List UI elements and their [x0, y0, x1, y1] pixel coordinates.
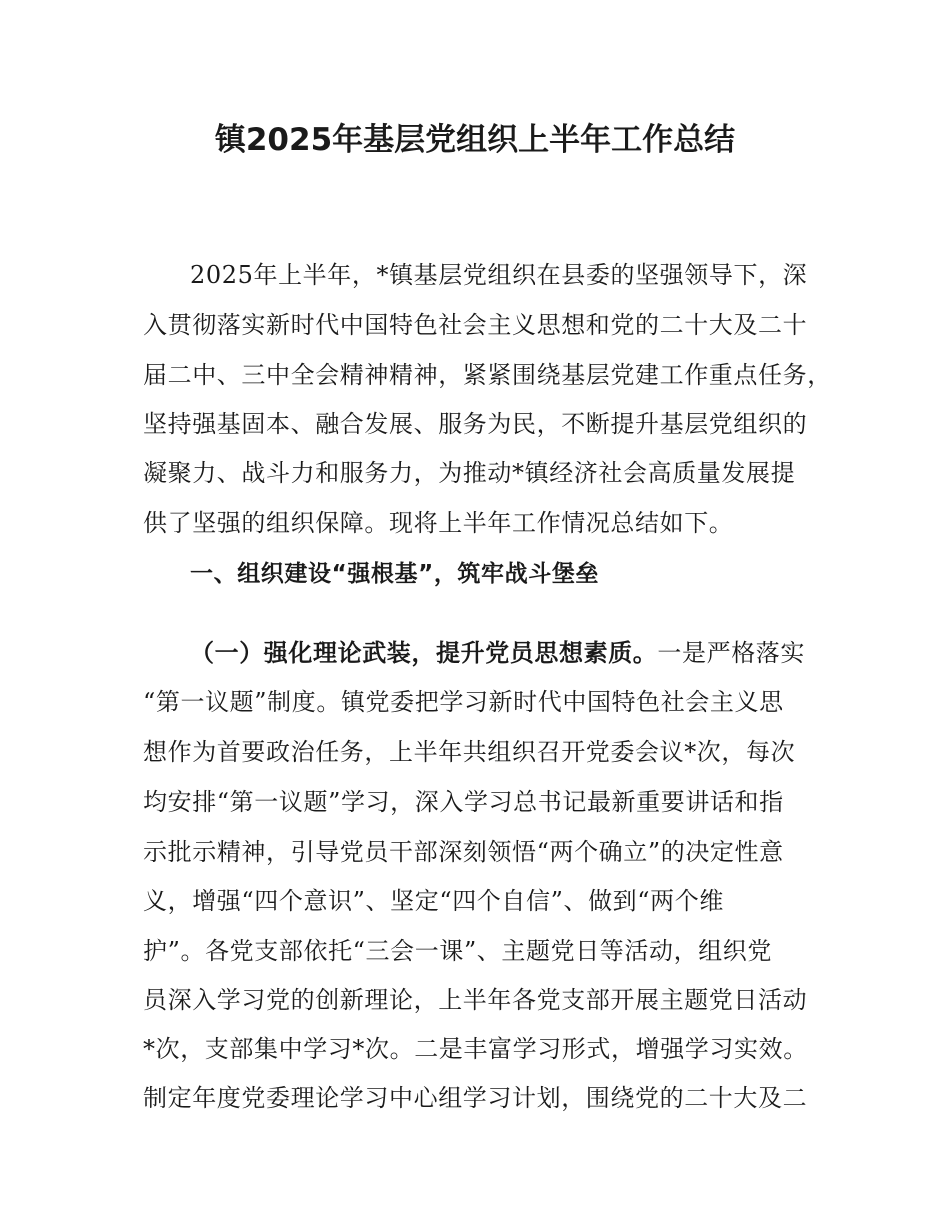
- body-line-4: 示批示精神，引导党员干部深刻领悟“两个确立”的决定性意: [143, 838, 784, 866]
- subsection-heading-1: （一）强化理论武装，提升党员思想素质。: [190, 639, 658, 667]
- intro-line-6: 供了坚强的组织保障。现将上半年工作情况总结如下。: [143, 509, 734, 537]
- body-line-6: 护”。各党支部依托“三会一课”、主题党日等活动，组织党: [143, 937, 773, 965]
- subsection-first-line: [190, 636, 870, 670]
- body-line-7: 员深入学习党的创新理论，上半年各党支部开展主题党日活动: [143, 986, 808, 1014]
- body-line-8: *次，支部集中学习*次。二是丰富学习形式，增强学习实效。: [143, 1035, 808, 1063]
- document-title: 镇2025年基层党组织上半年工作总结: [214, 122, 736, 158]
- body-line-2: 想作为首要政治任务，上半年共组织召开党委会议*次，每次: [143, 738, 796, 766]
- body-line-1: “第一议题”制度。镇党委把学习新时代中国特色社会主义思: [143, 688, 784, 716]
- subsection-first-line-rest: 一是严格落实: [657, 639, 806, 667]
- intro-line-5: 凝聚力、战斗力和服务力，为推动*镇经济社会高质量发展提: [143, 459, 796, 487]
- section-heading-1: 一、组织建设“强根基”，筑牢战斗堡垒: [190, 561, 600, 587]
- body-line-3: 均安排“第一议题”学习，深入学习总书记最新重要讲话和指: [143, 788, 784, 816]
- body-line-5: 义，增强“四个意识”、坚定“四个自信”、做到“两个维: [143, 887, 724, 915]
- intro-line-2: 入贯彻落实新时代中国特色社会主义思想和党的二十大及二十: [143, 311, 808, 339]
- intro-line-3: 届二中、三中全会精神精神，紧紧围绕基层党建工作重点任务，: [143, 361, 832, 389]
- intro-line-1: 2025年上半年，*镇基层党组织在县委的坚强领导下，深: [190, 261, 808, 289]
- body-line-9: 制定年度党委理论学习中心组学习计划，围绕党的二十大及二: [143, 1084, 808, 1112]
- intro-line-4: 坚持强基固本、融合发展、服务为民，不断提升基层党组织的: [143, 410, 808, 438]
